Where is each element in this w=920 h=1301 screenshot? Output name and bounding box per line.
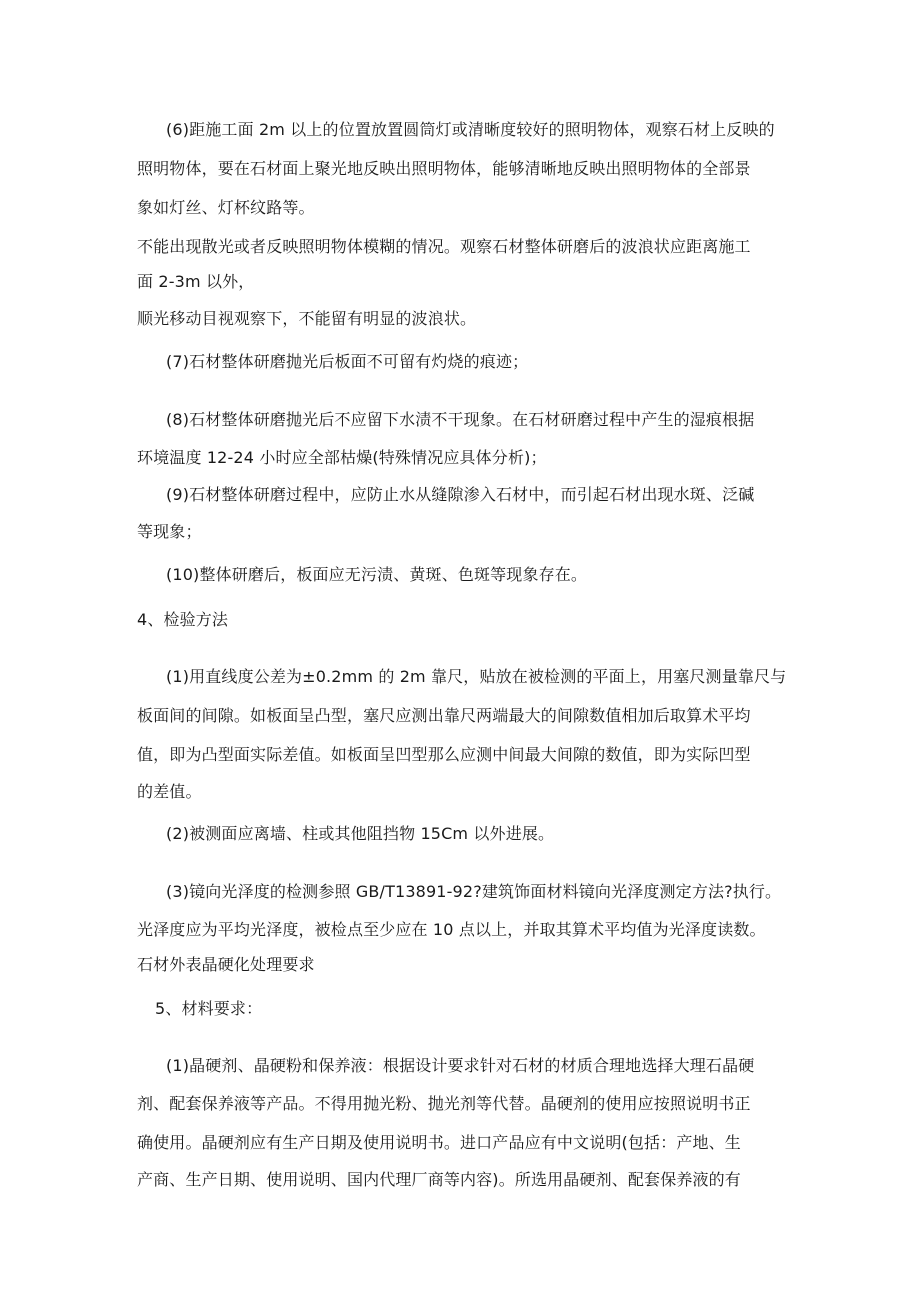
paragraph-9-line-2: 等现象； [137, 522, 202, 541]
paragraph-6-line-2: 照明物体，要在石材面上聚光地反映出照明物体，能够清晰地反映出照明物体的全部景 [137, 159, 751, 178]
material-1-line-1: (1)晶硬剂、晶硬粉和保养液：根据设计要求针对石材的材质合理地选择大理石晶硬 [166, 1056, 755, 1075]
material-1-line-2: 剂、配套保养液等产品。不得用抛光粉、抛光剂等代替。晶硬剂的使用应按照说明书正 [137, 1094, 751, 1113]
method-3-line-2: 光泽度应为平均光泽度，被检点至少应在 10 点以上，并取其算术平均值为光泽度读数。 [137, 920, 766, 939]
paragraph-6-line-4: 不能出现散光或者反映照明物体模糊的情况。观察石材整体研磨后的波浪状应距离施工 [137, 237, 751, 256]
section-title-stone-hardening: 石材外表晶硬化处理要求 [137, 955, 315, 974]
paragraph-7: (7)石材整体研磨抛光后板面不可留有灼烧的痕迹； [166, 352, 529, 371]
paragraph-6-line-3: 象如灯丝、灯杯纹路等。 [137, 198, 315, 217]
paragraph-10: (10)整体研磨后，板面应无污渍、黄斑、色斑等现象存在。 [166, 565, 588, 584]
paragraph-8-line-1: (8)石材整体研磨抛光后不应留下水渍不干现象。在石材研磨过程中产生的湿痕根据 [166, 410, 755, 429]
method-2: (2)被测面应离墙、柱或其他阻挡物 15Cm 以外进展。 [166, 824, 555, 843]
section-5-heading: 5、材料要求： [155, 999, 263, 1018]
paragraph-6-line-1: (6)距施工面 2m 以上的位置放置圆筒灯或清晰度较好的照明物体，观察石材上反映的 [166, 120, 775, 139]
method-1-line-1: (1)用直线度公差为±0.2mm 的 2m 靠尺，贴放在被检测的平面上，用塞尺测量靠尺与 [166, 667, 787, 686]
paragraph-8-line-2: 环境温度 12-24 小时应全部枯燥(特殊情况应具体分析)； [137, 448, 547, 467]
method-1-line-3: 值，即为凸型面实际差值。如板面呈凹型那么应测中间最大间隙的数值，即为实际凹型 [137, 745, 751, 764]
method-3-line-1: (3)镜向光泽度的检测参照 GB/T13891-92?建筑饰面材料镜向光泽度测定方法?执行。 [166, 882, 782, 901]
paragraph-6-line-6: 顺光移动目视观察下，不能留有明显的波浪状。 [137, 309, 477, 328]
paragraph-6-line-5: 面 2-3m 以外， [137, 272, 255, 291]
method-1-line-4: 的差值。 [137, 782, 202, 801]
paragraph-9-line-1: (9)石材整体研磨过程中，应防止水从缝隙渗入石材中，而引起石材出现水斑、泛碱 [166, 485, 755, 504]
material-1-line-4: 产商、生产日期、使用说明、国内代理厂商等内容)。所选用晶硬剂、配套保养液的有 [137, 1170, 741, 1189]
method-1-line-2: 板面间的间隙。如板面呈凸型，塞尺应测出靠尺两端最大的间隙数值相加后取算术平均 [137, 706, 751, 725]
material-1-line-3: 确使用。晶硬剂应有生产日期及使用说明书。进口产品应有中文说明(包括：产地、生 [137, 1133, 741, 1152]
section-4-heading: 4、检验方法 [137, 610, 229, 629]
